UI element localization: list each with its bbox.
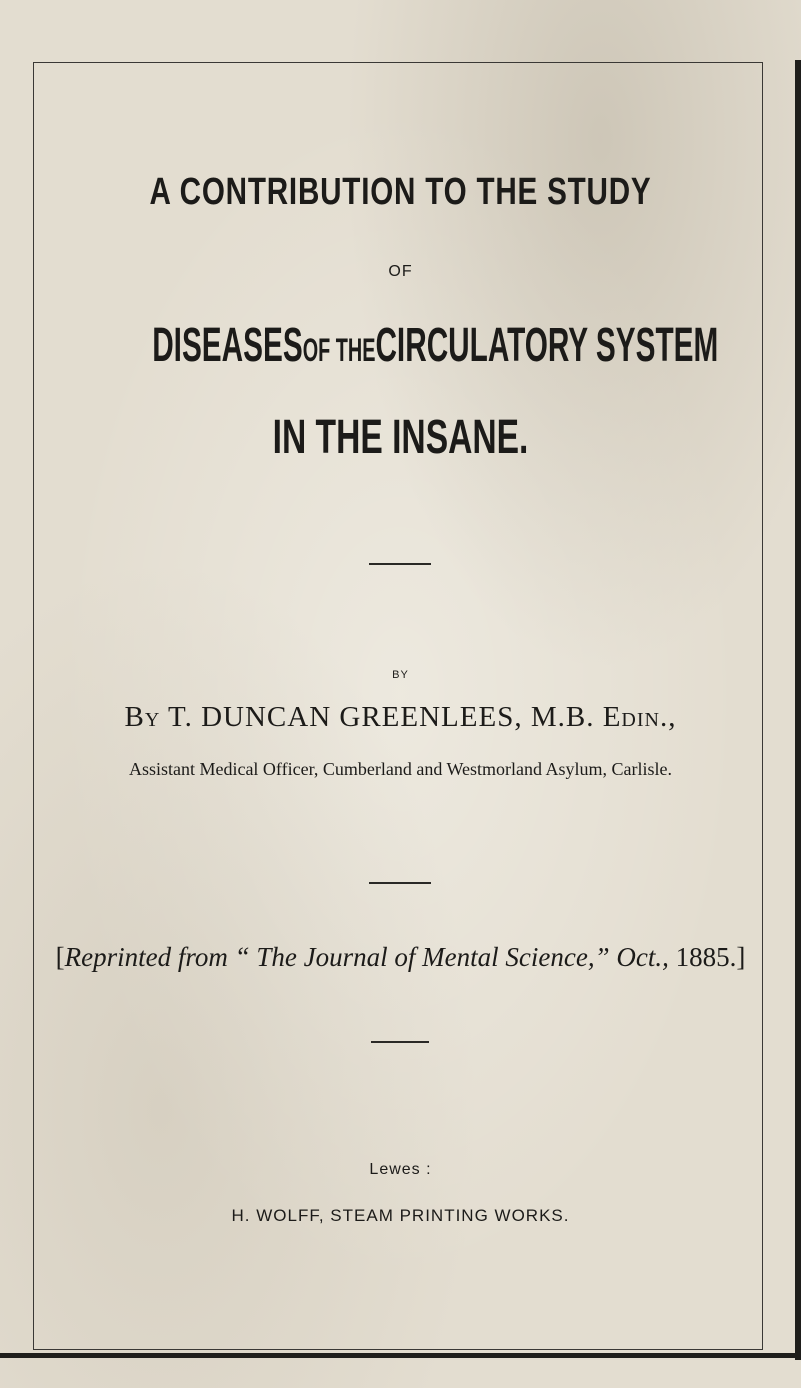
title-line-2-part-1: DISEASES	[152, 319, 303, 372]
divider-rule	[371, 1041, 429, 1043]
title-line-2-part-2: CIRCULATORY SYSTEM	[375, 319, 719, 372]
reprint-year: 1885.]	[675, 942, 746, 972]
divider-rule	[369, 563, 431, 565]
divider-rule	[369, 882, 431, 884]
reprint-open-bracket: [	[55, 942, 65, 972]
title-line-2-small: OF THE	[302, 332, 376, 368]
by-label: BY	[392, 669, 409, 681]
imprint-printer: H. WOLFF, STEAM PRINTING WORKS.	[231, 1206, 570, 1225]
reprint-journal: “ The Journal of Mental Science,”	[234, 942, 610, 972]
author-name: By T. DUNCAN GREENLEES, M.B. Edin.,	[124, 701, 677, 733]
imprint-place: Lewes :	[369, 1161, 432, 1178]
title-line-3: IN THE INSANE.	[272, 411, 529, 464]
title-line-1: A CONTRIBUTION TO THE STUDY	[149, 171, 652, 213]
title-line-2	[152, 318, 719, 378]
reprint-note	[0, 940, 801, 974]
reprint-prefix: Reprinted from	[64, 942, 228, 972]
title-of: OF	[388, 263, 413, 280]
author-affiliation: Assistant Medical Officer, Cumberland and Westmorland Asylum, Carlisle.	[128, 759, 673, 779]
reprint-month: Oct.,	[616, 942, 669, 972]
page-edge-bottom	[0, 1353, 801, 1358]
